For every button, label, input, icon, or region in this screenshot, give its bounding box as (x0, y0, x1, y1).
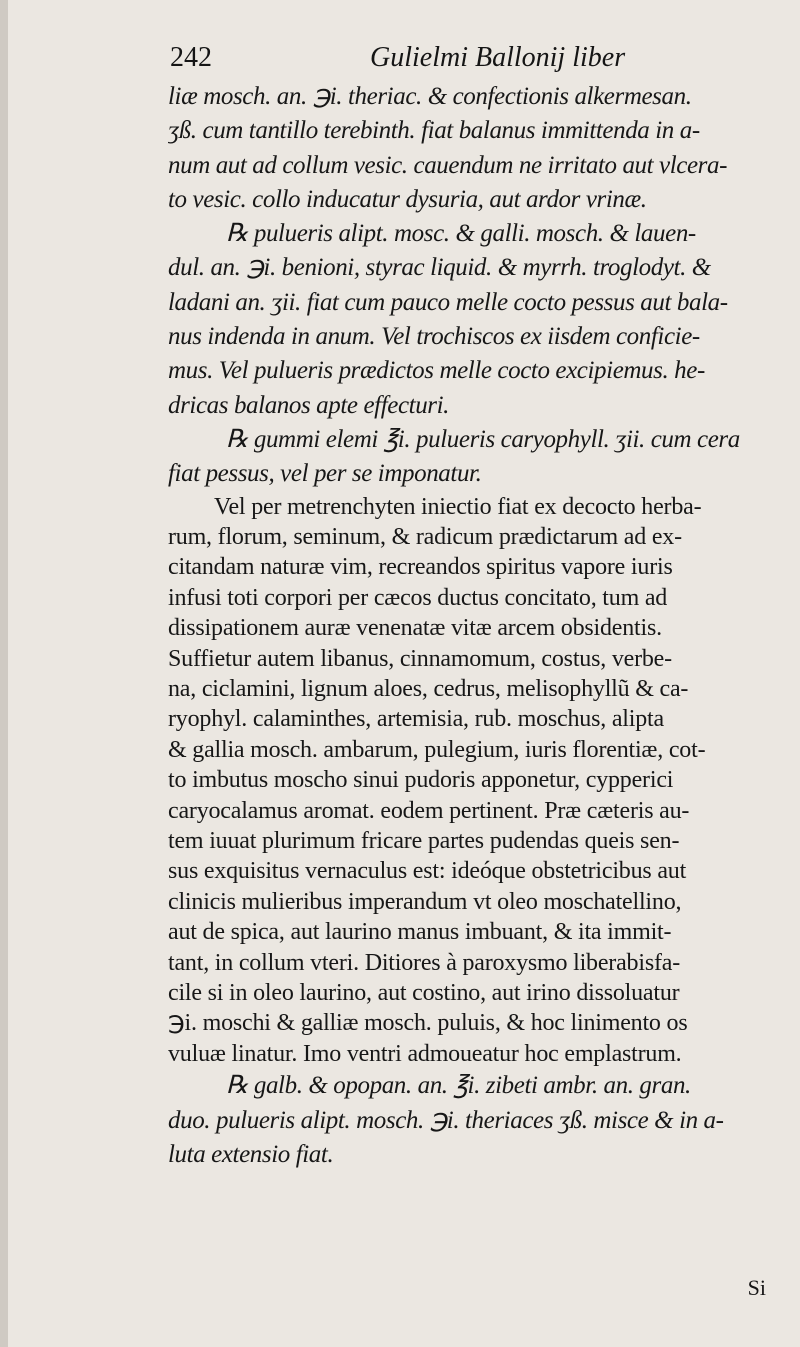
paragraph-continuation (168, 80, 772, 217)
text-line: citandam naturæ vim, recreandos spiritus vapore iuris (168, 554, 673, 581)
text-line: luta extensio fiat. (168, 1140, 334, 1168)
recipe-paragraph (168, 423, 772, 492)
page-number: 242 (170, 42, 212, 73)
text-line: nus indenda in anum. Vel trochiscos ex iisdem conficie- (168, 323, 700, 351)
text-line: na, ciclamini, lignum aloes, cedrus, melisophyllũ & ca- (168, 676, 689, 702)
text-line: Vel per metrenchyten iniectio fiat ex decocto herba- (214, 493, 702, 520)
text-line: rum, florum, seminum, & radicum prædictarum ad ex- (168, 523, 682, 550)
text-line: duo. pulueris alipt. mosch. ℈i. theriaces ʒß. misce & in a- (168, 1106, 724, 1134)
text-line: sus exquisitus vernaculus est: ideóque obstetricibus aut (168, 858, 687, 885)
body-text (168, 80, 772, 1172)
text-line: ℞ pulueris alipt. mosc. & galli. mosch. & lauen- (226, 220, 696, 248)
text-line: infusi toti corpori per cæcos ductus concitato, tum ad (168, 584, 668, 611)
page-footer (700, 1275, 770, 1305)
text-line: dissipationem auræ venenatæ vitæ arcem obsidentis. (168, 615, 662, 642)
text-line: aut de spica, aut laurino manus imbuant, & ita immit- (168, 919, 672, 946)
text-line: num aut ad collum vesic. cauendum ne irritato aut vlcera- (168, 151, 728, 179)
text-line: vuluæ linatur. Imo ventri admoueatur hoc emplastrum. (168, 1040, 682, 1067)
page-header (170, 42, 770, 82)
text-line: ℞ galb. & opopan. an. ℥i. zibeti ambr. an. gran. (226, 1072, 691, 1100)
text-line: ℞ gummi elemi ℥i. pulueris caryophyll. ʒii. cum cera (226, 425, 740, 453)
text-line: liæ mosch. an. ℈i. theriac. & confectionis alkermesan. (168, 83, 692, 110)
text-line: ladani an. ʒii. fiat cum pauco melle cocto pessus aut bala- (168, 288, 728, 316)
text-line: & gallia mosch. ambarum, pulegium, iuris florentiæ, cot- (168, 736, 706, 763)
text-line: cile si in oleo laurino, aut costino, aut irino dissoluatur (168, 980, 680, 1007)
text-line: ryophyl. calaminthes, artemisia, rub. moschus, alipta (168, 706, 664, 733)
running-head: Gulielmi Ballonij liber (370, 42, 626, 73)
text-line: Suffietur autem libanus, cinnamomum, costus, verbe- (168, 645, 672, 672)
catchword: Si (747, 1275, 766, 1300)
text-line: tem iuuat plurimum fricare partes pudendas queis sen- (168, 828, 680, 855)
text-line: to imbutus moscho sinui pudoris apponetur, cypperici (168, 767, 674, 794)
recipe-paragraph (168, 1069, 772, 1172)
recipe-paragraph (168, 217, 772, 423)
text-line: mus. Vel pulueris prædictos melle cocto excipiemus. he- (168, 357, 705, 385)
text-line: tant, in collum vteri. Ditiores à paroxysmo liberabisfa- (168, 949, 680, 976)
body-paragraph (168, 492, 772, 1070)
text-line: dul. an. ℈i. benioni, styrac liquid. & myrrh. troglodyt. & (168, 254, 711, 282)
text-line: clinicis mulieribus imperandum vt oleo moschatellino, (168, 888, 682, 915)
text-line: to vesic. collo inducatur dysuria, aut ardor vrinæ. (168, 185, 647, 213)
text-line: ʒß. cum tantillo terebinth. fiat balanus immittenda in a- (168, 117, 700, 145)
text-line: caryocalamus aromat. eodem pertinent. Præ cæteris au- (168, 797, 690, 824)
text-line: dricas balanos apte effecturi. (168, 391, 450, 419)
text-line: ℈i. moschi & galliæ mosch. puluis, & hoc linimento os (168, 1010, 688, 1037)
text-line: fiat pessus, vel per se imponatur. (168, 460, 482, 488)
